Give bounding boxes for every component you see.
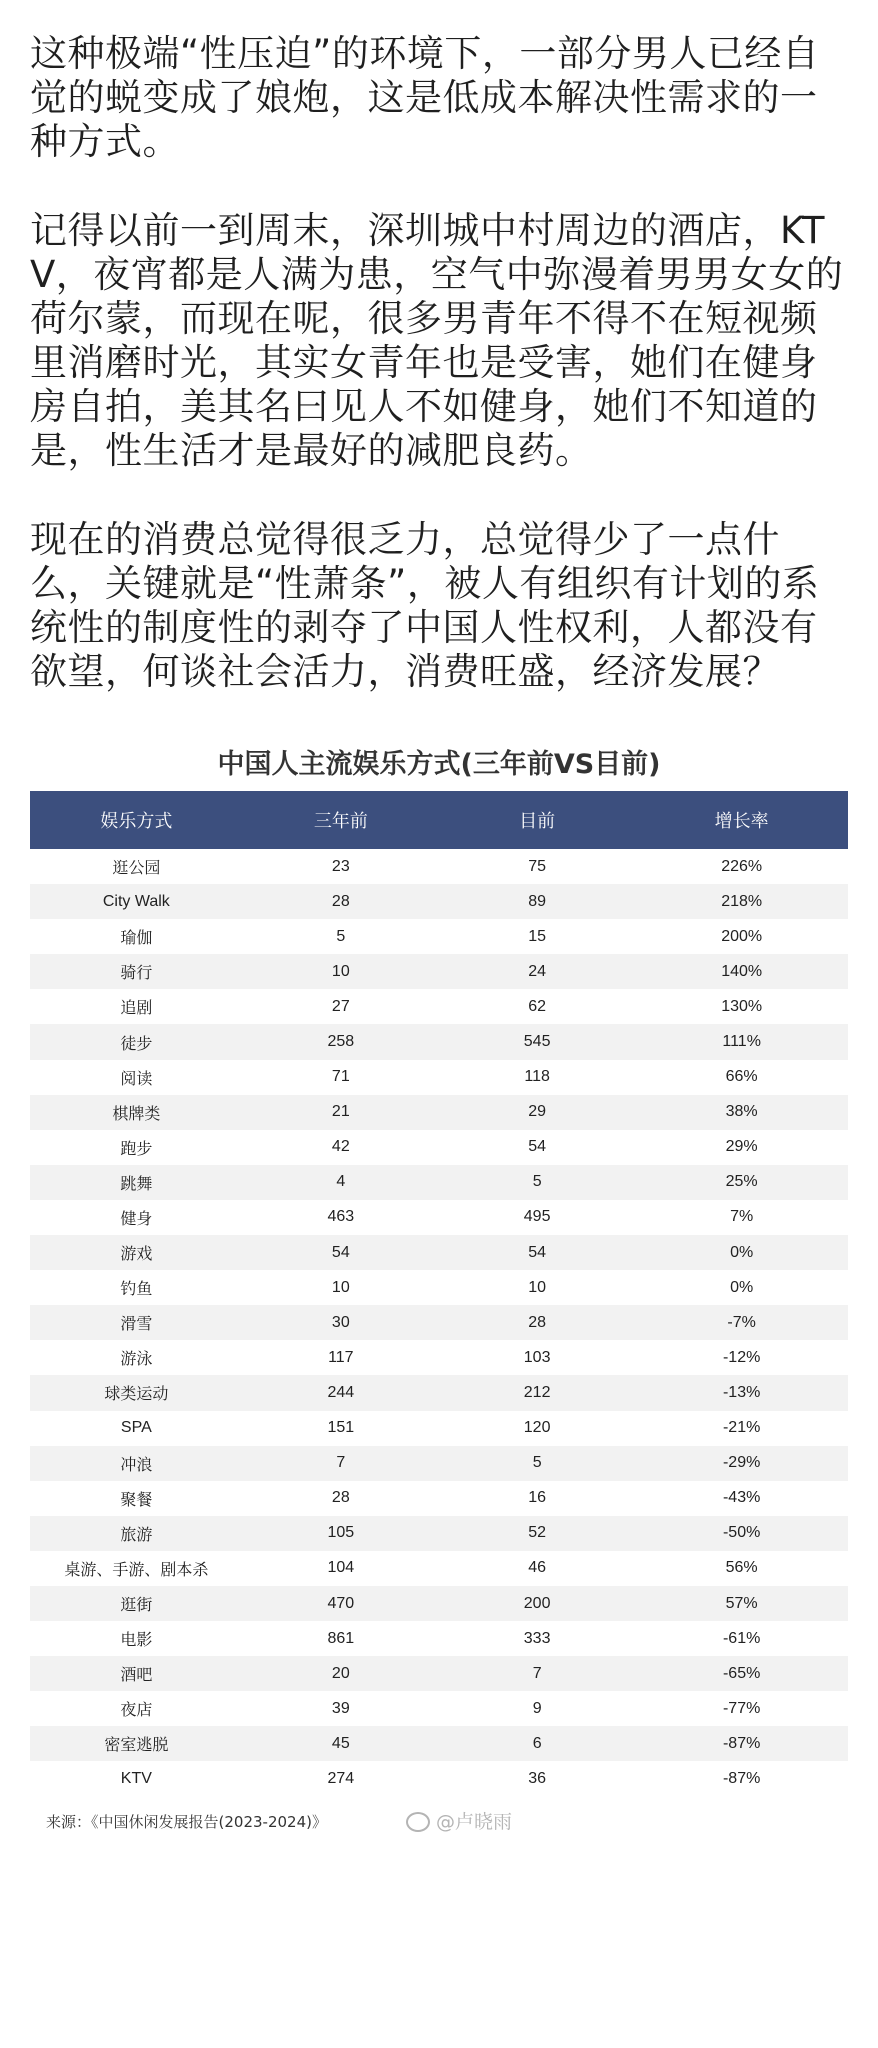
header-three-years-ago: 三年前: [243, 791, 439, 849]
cell-growth-rate: 25%: [635, 1165, 848, 1200]
table-row: [30, 1586, 848, 1621]
table-row: [30, 1726, 848, 1761]
table-row: [30, 1516, 848, 1551]
header-activity: 娱乐方式: [30, 791, 243, 849]
cell-three-years-ago: 28: [243, 1481, 439, 1516]
cell-activity: 跳舞: [30, 1165, 243, 1200]
cell-activity: 阅读: [30, 1060, 243, 1095]
table-row: [30, 1200, 848, 1235]
cell-current: 212: [439, 1375, 635, 1410]
paragraph-1: 这种极端“性压迫”的环境下，一部分男人已经自觉的蜕变成了娘炮，这是低成本解决性需求的一种方式。: [30, 32, 820, 163]
cell-activity: 追剧: [30, 989, 243, 1024]
table-row: [30, 1446, 848, 1481]
table-row: [30, 1060, 848, 1095]
watermark: [406, 1807, 512, 1834]
cell-growth-rate: 226%: [635, 849, 848, 884]
cell-three-years-ago: 274: [243, 1761, 439, 1796]
cell-growth-rate: -77%: [635, 1691, 848, 1726]
cell-three-years-ago: 21: [243, 1095, 439, 1130]
cell-current: 545: [439, 1024, 635, 1059]
cell-activity: 逛街: [30, 1586, 243, 1621]
table-row: [30, 1621, 848, 1656]
table-row: [30, 1761, 848, 1796]
cell-three-years-ago: 39: [243, 1691, 439, 1726]
table-row: [30, 1411, 848, 1446]
cell-activity: 健身: [30, 1200, 243, 1235]
cell-activity: 旅游: [30, 1516, 243, 1551]
cell-current: 103: [439, 1340, 635, 1375]
cell-growth-rate: 56%: [635, 1551, 848, 1586]
table-row: [30, 1130, 848, 1165]
cell-three-years-ago: 151: [243, 1411, 439, 1446]
cell-three-years-ago: 105: [243, 1516, 439, 1551]
table-title: 中国人主流娱乐方式(三年前VS目前): [217, 749, 661, 780]
cell-current: 10: [439, 1270, 635, 1305]
cell-growth-rate: -21%: [635, 1411, 848, 1446]
cell-growth-rate: 66%: [635, 1060, 848, 1095]
paragraph-3: 现在的消费总觉得很乏力，总觉得少了一点什么，关键就是“性萧条”，被人有组织有计划的系统性的制度性的剥夺了中国人性权利，人都没有欲望，何谈社会活力，消费旺盛，经济发展？: [30, 518, 820, 693]
table-row: [30, 1375, 848, 1410]
cell-growth-rate: 0%: [635, 1270, 848, 1305]
cell-growth-rate: 0%: [635, 1235, 848, 1270]
cell-current: 62: [439, 989, 635, 1024]
cell-activity: 游泳: [30, 1340, 243, 1375]
cell-growth-rate: -65%: [635, 1656, 848, 1691]
cell-current: 29: [439, 1095, 635, 1130]
cell-current: 46: [439, 1551, 635, 1586]
cell-current: 36: [439, 1761, 635, 1796]
header-current: 目前: [439, 791, 635, 849]
cell-three-years-ago: 10: [243, 954, 439, 989]
table-row: [30, 919, 848, 954]
table-row: [30, 849, 848, 884]
cell-current: 75: [439, 849, 635, 884]
cell-three-years-ago: 20: [243, 1656, 439, 1691]
table-row: [30, 989, 848, 1024]
cell-activity: 棋牌类: [30, 1095, 243, 1130]
cell-growth-rate: -87%: [635, 1726, 848, 1761]
table-row: [30, 1024, 848, 1059]
cell-activity: 钓鱼: [30, 1270, 243, 1305]
table-row: [30, 1481, 848, 1516]
cell-three-years-ago: 470: [243, 1586, 439, 1621]
table-row: [30, 884, 848, 919]
table-row: [30, 1691, 848, 1726]
cell-three-years-ago: 5: [243, 919, 439, 954]
cell-activity: 游戏: [30, 1235, 243, 1270]
cell-current: 5: [439, 1165, 635, 1200]
cell-three-years-ago: 258: [243, 1024, 439, 1059]
cell-activity: 骑行: [30, 954, 243, 989]
paragraph-2: 记得以前一到周末，深圳城中村周边的酒店，KTV，夜宵都是人满为患，空气中弥漫着男男女女的荷尔蒙，而现在呢，很多男青年不得不在短视频里消磨时光，其实女青年也是受害，她们在健身房自拍，美其名曰见人不如健身，她们不知道的是，性生活才是最好的减肥良药。: [30, 209, 844, 472]
cell-growth-rate: 130%: [635, 989, 848, 1024]
cell-current: 495: [439, 1200, 635, 1235]
cell-growth-rate: 29%: [635, 1130, 848, 1165]
cell-current: 24: [439, 954, 635, 989]
cell-current: 5: [439, 1446, 635, 1481]
cell-activity: 密室逃脱: [30, 1726, 243, 1761]
cell-current: 120: [439, 1411, 635, 1446]
cell-current: 28: [439, 1305, 635, 1340]
cell-activity: 电影: [30, 1621, 243, 1656]
cell-three-years-ago: 42: [243, 1130, 439, 1165]
cell-current: 54: [439, 1235, 635, 1270]
source-note: 来源：《中国休闲发展报告(2023-2024)》: [46, 1812, 327, 1831]
cell-activity: 酒吧: [30, 1656, 243, 1691]
cell-three-years-ago: 71: [243, 1060, 439, 1095]
cell-activity: 桌游、手游、剧本杀: [30, 1551, 243, 1586]
cell-current: 200: [439, 1586, 635, 1621]
cell-current: 333: [439, 1621, 635, 1656]
cell-current: 7: [439, 1656, 635, 1691]
cell-growth-rate: -50%: [635, 1516, 848, 1551]
weibo-icon: [406, 1812, 430, 1832]
cell-growth-rate: -29%: [635, 1446, 848, 1481]
cell-growth-rate: -12%: [635, 1340, 848, 1375]
cell-three-years-ago: 117: [243, 1340, 439, 1375]
cell-growth-rate: -7%: [635, 1305, 848, 1340]
table-row: [30, 1656, 848, 1691]
cell-three-years-ago: 45: [243, 1726, 439, 1761]
cell-growth-rate: -87%: [635, 1761, 848, 1796]
table-row: [30, 1270, 848, 1305]
table-footer: [26, 1805, 852, 1845]
cell-three-years-ago: 54: [243, 1235, 439, 1270]
cell-three-years-ago: 4: [243, 1165, 439, 1200]
cell-growth-rate: 140%: [635, 954, 848, 989]
cell-growth-rate: 57%: [635, 1586, 848, 1621]
table-image: [26, 739, 852, 1845]
watermark-text: @卢晓雨: [436, 1810, 513, 1833]
cell-activity: City Walk: [30, 884, 243, 919]
cell-current: 52: [439, 1516, 635, 1551]
table-row: [30, 1340, 848, 1375]
cell-current: 15: [439, 919, 635, 954]
table-row: [30, 954, 848, 989]
cell-growth-rate: -43%: [635, 1481, 848, 1516]
cell-growth-rate: -61%: [635, 1621, 848, 1656]
cell-current: 9: [439, 1691, 635, 1726]
table-header-row: [30, 791, 848, 849]
entertainment-table: [30, 791, 848, 1797]
cell-activity: 聚餐: [30, 1481, 243, 1516]
cell-three-years-ago: 244: [243, 1375, 439, 1410]
cell-growth-rate: 38%: [635, 1095, 848, 1130]
cell-activity: 徒步: [30, 1024, 243, 1059]
cell-activity: KTV: [30, 1761, 243, 1796]
header-growth-rate: 增长率: [635, 791, 848, 849]
cell-three-years-ago: 28: [243, 884, 439, 919]
cell-current: 16: [439, 1481, 635, 1516]
cell-activity: 夜店: [30, 1691, 243, 1726]
table-row: [30, 1235, 848, 1270]
cell-three-years-ago: 23: [243, 849, 439, 884]
cell-activity: 跑步: [30, 1130, 243, 1165]
table-row: [30, 1551, 848, 1586]
table-row: [30, 1165, 848, 1200]
cell-three-years-ago: 10: [243, 1270, 439, 1305]
table-row: [30, 1305, 848, 1340]
cell-activity: 球类运动: [30, 1375, 243, 1410]
cell-activity: 瑜伽: [30, 919, 243, 954]
cell-current: 89: [439, 884, 635, 919]
cell-three-years-ago: 27: [243, 989, 439, 1024]
cell-three-years-ago: 104: [243, 1551, 439, 1586]
cell-activity: SPA: [30, 1411, 243, 1446]
cell-current: 118: [439, 1060, 635, 1095]
cell-activity: 滑雪: [30, 1305, 243, 1340]
cell-activity: 逛公园: [30, 849, 243, 884]
cell-growth-rate: 218%: [635, 884, 848, 919]
cell-activity: 冲浪: [30, 1446, 243, 1481]
cell-three-years-ago: 7: [243, 1446, 439, 1481]
cell-growth-rate: 111%: [635, 1024, 848, 1059]
cell-growth-rate: -13%: [635, 1375, 848, 1410]
article-body: [0, 0, 878, 694]
cell-growth-rate: 7%: [635, 1200, 848, 1235]
table-row: [30, 1095, 848, 1130]
table-body: [30, 849, 848, 1797]
cell-three-years-ago: 463: [243, 1200, 439, 1235]
cell-current: 6: [439, 1726, 635, 1761]
cell-three-years-ago: 30: [243, 1305, 439, 1340]
cell-three-years-ago: 861: [243, 1621, 439, 1656]
cell-current: 54: [439, 1130, 635, 1165]
cell-growth-rate: 200%: [635, 919, 848, 954]
